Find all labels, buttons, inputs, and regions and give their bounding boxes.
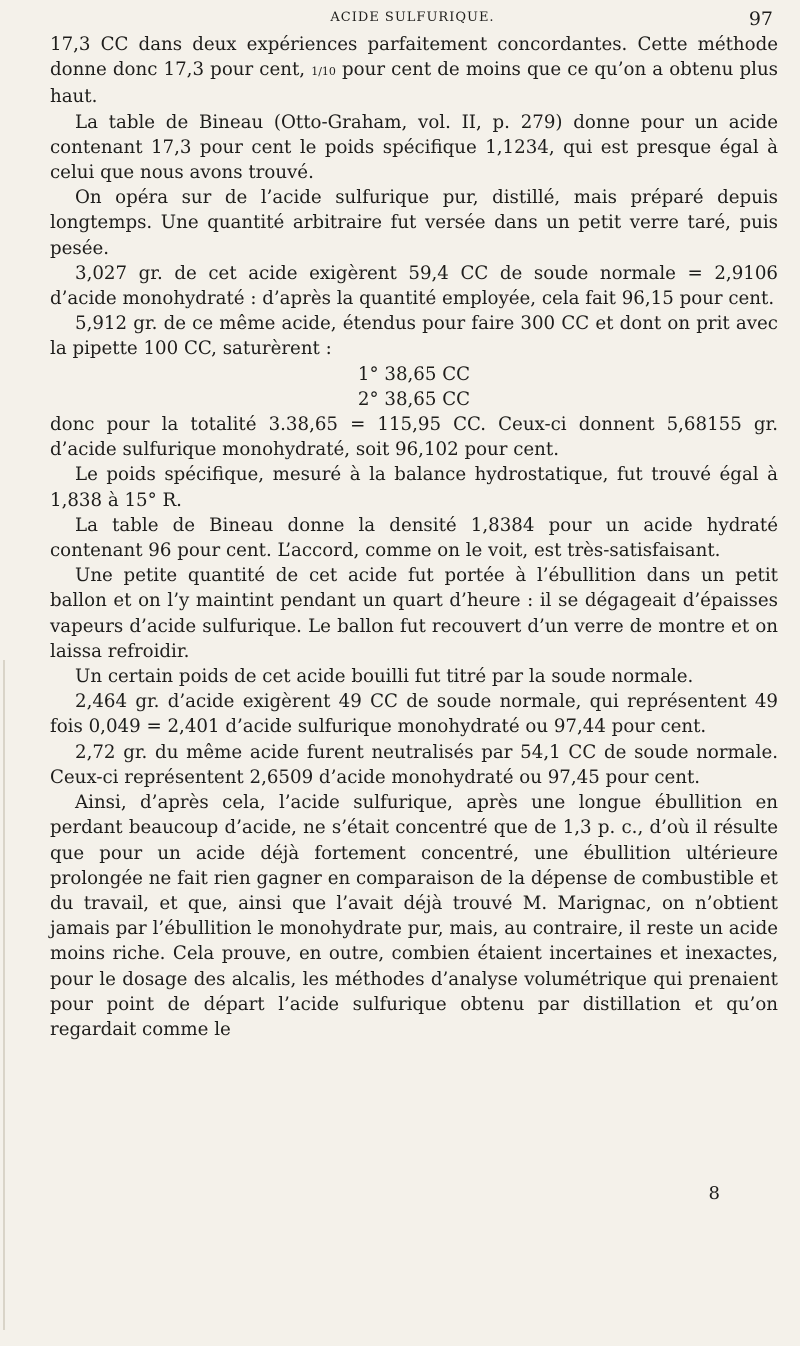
signature-number: 8 [708,1183,720,1204]
paragraph-text: pour cent de moins que ce qu’on a obtenu plus haut. [50,59,778,108]
paragraph: 2,464 gr. d’acide exigèrent 49 CC de soude normale, qui représentent 49 fois 0,049 = 2,401 d’acide sulfurique monohydraté ou 97,44 pour cent. [50,691,778,738]
fraction: 1/10 [311,65,336,79]
paragraph: 5,912 gr. de ce même acide, étendus pour faire 300 CC et dont on prit avec la pipette 100 CC, saturèrent : [50,313,778,360]
body-text [50,32,778,1042]
page-number: 97 [748,8,773,30]
paragraph: donc pour la totalité 3.38,65 = 115,95 CC. Ceux-ci donnent 5,68155 gr. d’acide sulfurique monohydraté, soit 96,102 pour cent. [50,414,778,461]
page-header [50,8,775,32]
page-edge-shadow [3,660,5,1330]
running-title: ACIDE SULFURIQUE. [330,10,495,25]
paragraph: 2,72 gr. du même acide furent neutralisés par 54,1 CC de soude normale. Ceux-ci représentent 2,6509 d’acide monohydraté ou 97,45 pour cent. [50,741,778,788]
measurement-line: 1° 38,65 CC [357,363,471,385]
paragraph: 3,027 gr. de cet acide exigèrent 59,4 CC de soude normale = 2,9106 d’acide monohydraté : d’après la quantité employée, cela fait 96,15 pour cent. [50,262,778,310]
paragraph [50,32,778,110]
paragraph-text: 17,3 CC dans deux expériences parfaitement concordantes. Cette méthode donne donc 17,3 pour cent, [50,34,778,81]
paragraph: Le poids spécifique, mesuré à la balance hydrostatique, fut trouvé égal à 1,838 à 15° R. [50,464,778,511]
signature-mark [50,1183,780,1209]
paragraph: La table de Bineau donne la densité 1,8384 pour un acide hydraté contenant 96 pour cent. L’accord, comme on le voit, est très-satisfaisant. [50,514,778,562]
paragraph: Une petite quantité de cet acide fut portée à l’ébullition dans un petit ballon et on l’y maintint pendant un quart d’heure : il se dégageait d’épaisses vapeurs d’acide sulfurique. Le ballon fut recouvert d’un verre de montre et on laissa refroidir. [50,565,778,662]
paragraph: La table de Bineau (Otto-Graham, vol. II, p. 279) donne pour un acide contenant 17,3 pour cent le poids spécifique 1,1234, qui est presque égal à celui que nous avons trouvé. [50,111,778,184]
measurement-line: 2° 38,65 CC [357,388,471,410]
paragraph: Un certain poids de cet acide bouilli fut titré par la soude normale. [75,666,694,688]
paragraph: On opéra sur de l’acide sulfurique pur, distillé, mais préparé depuis longtemps. Une quantité arbitraire fut versée dans un petit verre taré, puis pesée. [50,187,778,259]
paragraph: Ainsi, d’après cela, l’acide sulfurique, après une longue ébullition en perdant beaucoup d’acide, ne s’était concentré que de 1,3 p. c., d’où il résulte que pour un acide déjà fortement concentré, une ébullition ultérieure prolongée ne fait rien gagner en comparaison de la dépense de combustible et du travail, et que, ainsi que l’avait déjà trouvé M. Marignac, on n’obtient jamais par l’ébullition le monohydrate pur, mais, au contraire, il reste un acide moins riche. Cela prouve, en outre, combien étaient incertaines et inexactes, pour le dosage des alcalis, les méthodes d’analyse volumétrique qui prenaient pour point de départ l’acide sulfurique obtenu par distillation et qu’on regardait comme le [50,792,778,1040]
